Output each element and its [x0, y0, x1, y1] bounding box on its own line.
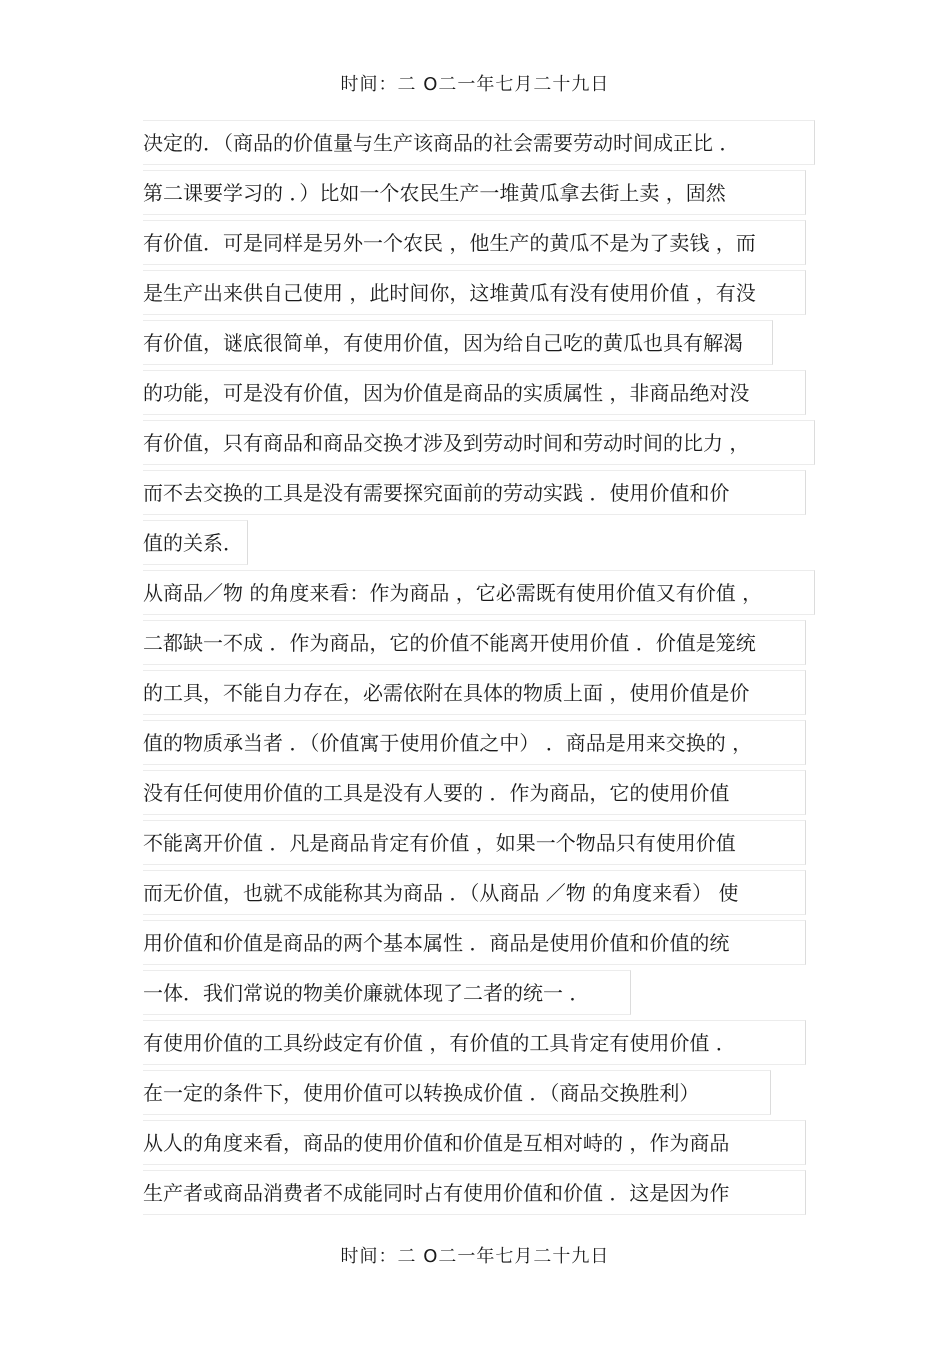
text-line: 有使用价值的工具纷歧定有价值 ，有价值的工具肯定有使用价值 ．: [143, 1020, 806, 1065]
text-line: 而不去交换的工具是没有需要探究面前的劳动实践 ．使用价值和价: [143, 470, 806, 515]
text-line: 决定的．（商品的价值量与生产该商品的社会需要劳动时间成正比 ．: [143, 120, 815, 165]
text-line: 而无价值，也就不成能称其为商品 ．（从商品 ／物 的角度来看） 使: [143, 870, 806, 915]
text-line: 一体．我们常说的物美价廉就体现了二者的统一 ．: [143, 970, 631, 1015]
page-header: 时间：二 O二一年七月二十九日: [340, 74, 610, 95]
text-line: 从人的角度来看，商品的使用价值和价值是互相对峙的 ，作为商品: [143, 1120, 806, 1165]
text-line: 没有任何使用价值的工具是没有人要的 ．作为商品，它的使用价值: [143, 770, 806, 815]
text-line: 的功能，可是没有价值，因为价值是商品的实质属性 ，非商品绝对没: [143, 370, 806, 415]
text-line: 的工具，不能自力存在，必需依附在具体的物质上面 ，使用价值是价: [143, 670, 806, 715]
text-line: 不能离开价值 ．凡是商品肯定有价值 ，如果一个物品只有使用价值: [143, 820, 806, 865]
text-line: 值的关系．: [143, 520, 248, 565]
text-line: 二都缺一不成 ．作为商品，它的价值不能离开使用价值 ．价值是笼统: [143, 620, 806, 665]
text-line: 有价值，谜底很简单，有使用价值，因为给自己吃的黄瓜也具有解渴: [143, 320, 773, 365]
text-line: 有价值．可是同样是另外一个农民 ，他生产的黄瓜不是为了卖钱 ，而: [143, 220, 806, 265]
text-line: 是生产出来供自己使用 ，此时间你，这堆黄瓜有没有使用价值 ，有没: [143, 270, 806, 315]
text-line: 第二课要学习的 ．）比如一个农民生产一堆黄瓜拿去街上卖 ，固然: [143, 170, 806, 215]
text-line: 在一定的条件下，使用价值可以转换成价值 ．（商品交换胜利）: [143, 1070, 771, 1115]
text-line: 生产者或商品消费者不成能同时占有使用价值和价值 ．这是因为作: [143, 1170, 806, 1215]
document-body: [143, 120, 823, 1220]
text-line: 用价值和价值是商品的两个基本属性 ．商品是使用价值和价值的统: [143, 920, 806, 965]
page-footer: 时间：二 O二一年七月二十九日: [340, 1246, 610, 1267]
text-line: 值的物质承当者 ．（价值寓于使用价值之中） ．商品是用来交换的 ，: [143, 720, 806, 765]
text-line: 从商品／物 的角度来看：作为商品 ，它必需既有使用价值又有价值 ，: [143, 570, 815, 615]
text-line: 有价值，只有商品和商品交换才涉及到劳动时间和劳动时间的比力 ，: [143, 420, 815, 465]
